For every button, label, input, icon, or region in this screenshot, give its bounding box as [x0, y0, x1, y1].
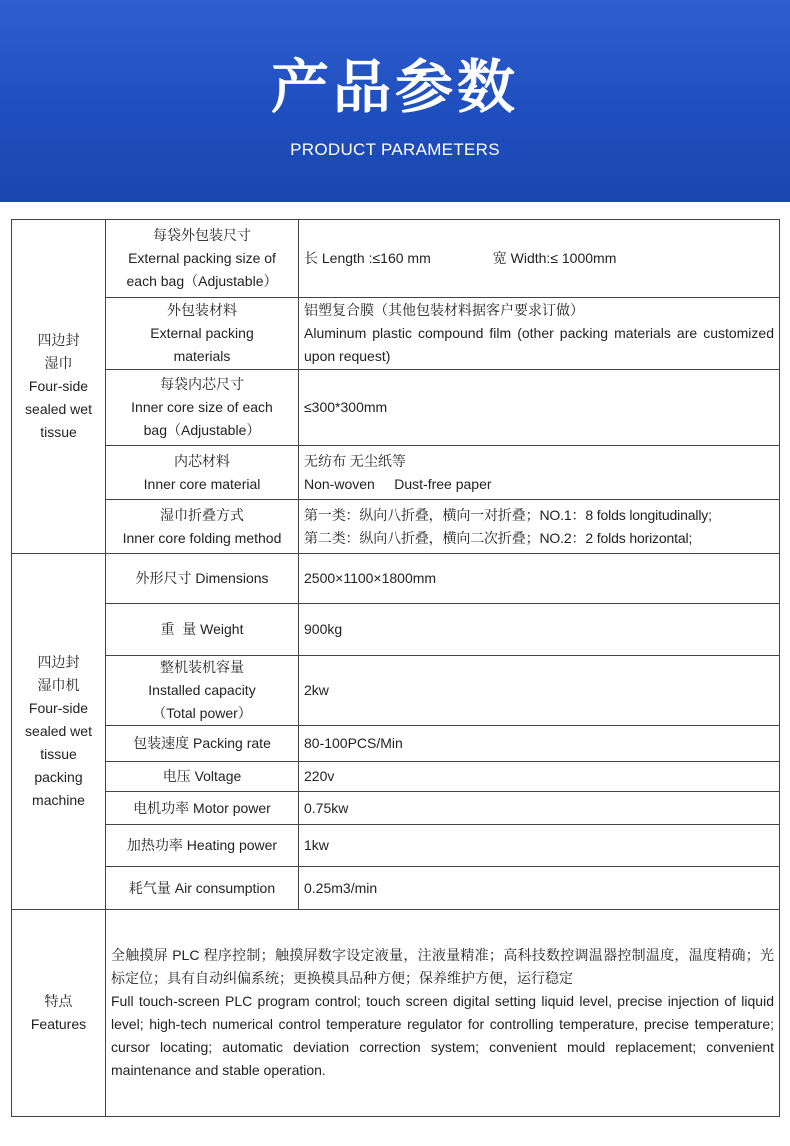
row-value: 长 Length :≤160 mm 宽 Width:≤ 1000mm	[299, 220, 780, 298]
table-row	[12, 762, 780, 792]
category-wet-tissue: 四边封 湿巾 Four-side sealed wet tissue	[12, 220, 106, 554]
row-label: 重 量 Weight	[106, 604, 299, 656]
features-text-cn: 全触摸屏 PLC 程序控制；触摸屏数字设定液量，注液量精准；高科技数控调温器控制温度，温度精确；光标定位；具有自动纠偏系统；更换模具品种方便；保养维护方便，运行稳定	[111, 947, 774, 986]
table-row	[12, 656, 780, 726]
row-label: 内芯材料 Inner core material	[106, 446, 299, 500]
row-label: 电压 Voltage	[106, 762, 299, 792]
row-value: 220v	[299, 762, 780, 792]
row-value: 900kg	[299, 604, 780, 656]
row-label: 湿巾折叠方式 Inner core folding method	[106, 500, 299, 554]
category-machine: 四边封 湿巾机 Four-side sealed wet tissue packing machine	[12, 554, 106, 910]
header-banner	[0, 0, 790, 202]
spec-table	[11, 219, 780, 1117]
features-text-en: Full touch-screen PLC program control; touch screen digital setting liquid level, precise injection of liquid level; high-tech numerical control temperature regulator for controlling temperature, precise temperature; cursor locating; automatic deviation correction system; convenient mould replacement; convenient maintenance and stable operation.	[111, 993, 774, 1078]
row-value: 无纺布 无尘纸等 Non-woven Dust-free paper	[299, 446, 780, 500]
table-row	[12, 792, 780, 825]
row-label: 每袋内芯尺寸 Inner core size of each bag（Adjustable）	[106, 370, 299, 446]
row-label: 每袋外包装尺寸 External packing size of each bag（Adjustable）	[106, 220, 299, 298]
page-title: 产品参数	[270, 53, 519, 121]
row-value: 80-100PCS/Min	[299, 726, 780, 762]
table-row	[12, 298, 780, 370]
row-value: 0.75kw	[299, 792, 780, 825]
table-row	[12, 726, 780, 762]
row-label: 包装速度 Packing rate	[106, 726, 299, 762]
row-label: 耗气量 Air consumption	[106, 867, 299, 910]
table-row	[12, 446, 780, 500]
category-features: 特点 Features	[12, 910, 106, 1117]
row-label: 电机功率 Motor power	[106, 792, 299, 825]
table-row	[12, 825, 780, 867]
table-row	[12, 370, 780, 446]
row-value: ≤300*300mm	[299, 370, 780, 446]
row-value: 2kw	[299, 656, 780, 726]
row-label: 外包装材料 External packing materials	[106, 298, 299, 370]
table-row	[12, 867, 780, 910]
features-text	[106, 910, 780, 1117]
row-label: 外形尺寸 Dimensions	[106, 554, 299, 604]
table-row	[12, 604, 780, 656]
table-row	[12, 220, 780, 298]
row-label: 加热功率 Heating power	[106, 825, 299, 867]
row-value: 2500×1100×1800mm	[299, 554, 780, 604]
row-value: 第一类：纵向八折叠，横向一对折叠；NO.1：8 folds longitudinally; 第二类：纵向八折叠，横向二次折叠；NO.2：2 folds horizontal;	[299, 500, 780, 554]
page-subtitle: PRODUCT PARAMETERS	[290, 140, 500, 159]
row-label: 整机装机容量 Installed capacity （Total power）	[106, 656, 299, 726]
table-row	[12, 500, 780, 554]
table-row	[12, 910, 780, 1117]
row-value: 0.25m3/min	[299, 867, 780, 910]
table-row	[12, 554, 780, 604]
row-value: 1kw	[299, 825, 780, 867]
row-value: 铝塑复合膜（其他包装材料据客户要求订做） Aluminum plastic compound film (other packing materials are customized upon request)	[299, 298, 780, 370]
